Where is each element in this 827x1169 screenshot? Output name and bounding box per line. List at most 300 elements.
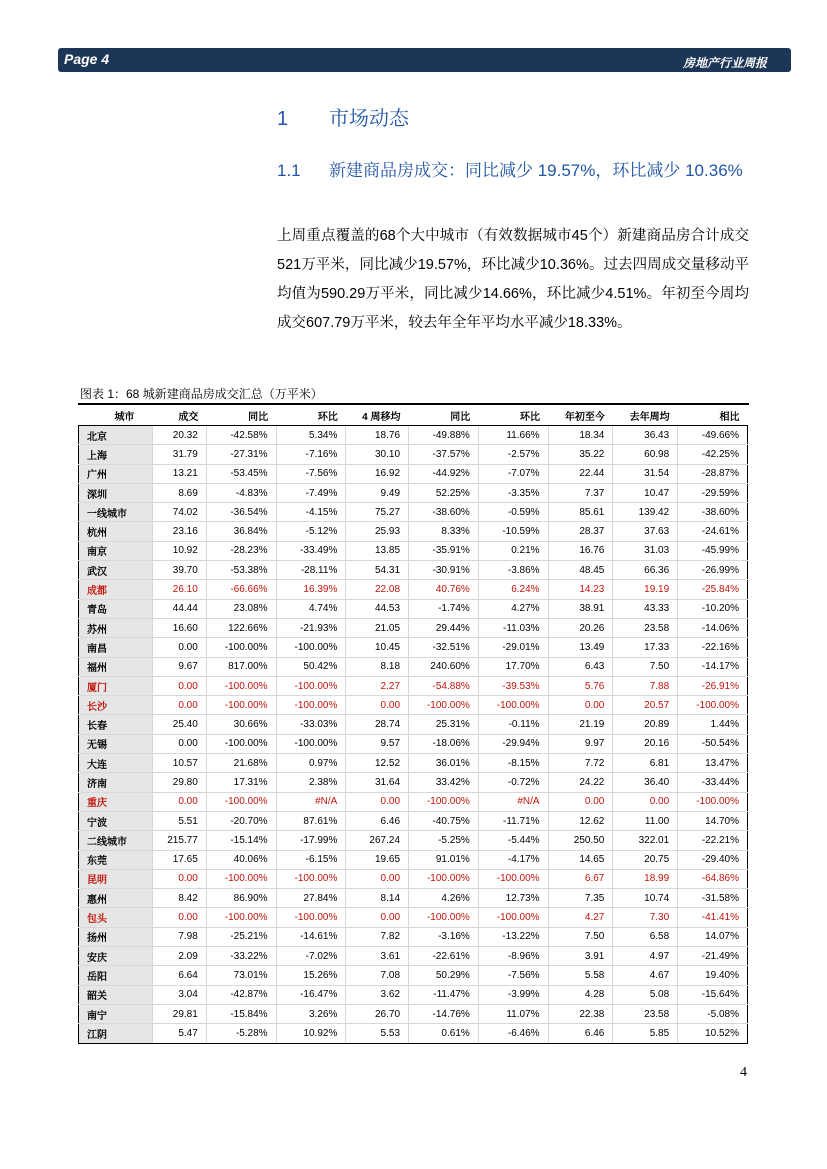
table-cell: -33.44% [678, 773, 748, 792]
table-cell: -14.06% [678, 618, 748, 637]
table-cell: -24.61% [678, 522, 748, 541]
table-cell: -7.56% [478, 966, 548, 985]
table-cell: -6.15% [276, 850, 346, 869]
table-cell: -8.15% [478, 754, 548, 773]
table-row [79, 966, 748, 985]
city-cell: 杭州 [79, 522, 153, 541]
table-cell: 0.00 [152, 696, 206, 715]
table-cell: 250.50 [548, 831, 613, 850]
table-cell: 0.97% [276, 754, 346, 773]
table-cell: -1.74% [409, 599, 479, 618]
table-cell: 122.66% [206, 618, 276, 637]
table-row [79, 426, 748, 445]
table-cell: 43.33 [613, 599, 678, 618]
table-cell: 44.53 [346, 599, 409, 618]
table-cell: 4.27 [548, 908, 613, 927]
table-cell: 0.00 [613, 792, 678, 811]
table-cell: -13.22% [478, 927, 548, 946]
table-cell: -49.66% [678, 426, 748, 445]
table-row [79, 869, 748, 888]
table-cell: 54.31 [346, 561, 409, 580]
table-cell: -100.00% [206, 792, 276, 811]
table-cell: 8.42 [152, 889, 206, 908]
city-cell: 宁波 [79, 811, 153, 830]
table-cell: -100.00% [478, 869, 548, 888]
table-cell: 0.61% [409, 1024, 479, 1043]
table-cell: 31.54 [613, 464, 678, 483]
city-cell: 南昌 [79, 638, 153, 657]
table-cell: 11.66% [478, 426, 548, 445]
table-cell: 1.44% [678, 715, 748, 734]
city-cell: 济南 [79, 773, 153, 792]
table-cell: 7.88 [613, 676, 678, 695]
table-cell: 10.52% [678, 1024, 748, 1043]
table-cell: -42.58% [206, 426, 276, 445]
subsection-title: 新建商品房成交：同比减少 19.57%，环比减少 10.36% [329, 161, 743, 180]
subsection-number: 1.1 [277, 161, 301, 180]
table-cell: -38.60% [409, 503, 479, 522]
table-cell: -8.96% [478, 947, 548, 966]
table-cell: -0.72% [478, 773, 548, 792]
table-cell: -39.53% [478, 676, 548, 695]
table-cell: 267.24 [346, 831, 409, 850]
table-cell: 26.10 [152, 580, 206, 599]
city-cell: 岳阳 [79, 966, 153, 985]
table-cell: -21.93% [276, 618, 346, 637]
table-cell: 16.76 [548, 541, 613, 560]
city-cell: 北京 [79, 426, 153, 445]
table-cell: -49.88% [409, 426, 479, 445]
table-cell: -15.14% [206, 831, 276, 850]
table-row [79, 580, 748, 599]
table-cell: 17.31% [206, 773, 276, 792]
table-cell: -100.00% [276, 638, 346, 657]
table-cell: 23.58 [613, 618, 678, 637]
city-cell: 无锡 [79, 734, 153, 753]
table-cell: 0.00 [152, 908, 206, 927]
table-cell: -5.44% [478, 831, 548, 850]
city-cell: 惠州 [79, 889, 153, 908]
table-cell: -28.11% [276, 561, 346, 580]
table-cell: -100.00% [276, 908, 346, 927]
table-cell: 23.08% [206, 599, 276, 618]
table-cell: 73.01% [206, 966, 276, 985]
table-cell: -54.88% [409, 676, 479, 695]
table-cell: -29.01% [478, 638, 548, 657]
table-cell: -28.23% [206, 541, 276, 560]
table-cell: 17.33 [613, 638, 678, 657]
table-cell: 817.00% [206, 657, 276, 676]
table-cell: 3.04 [152, 985, 206, 1004]
table-cell: -15.64% [678, 985, 748, 1004]
table-cell: -42.25% [678, 445, 748, 464]
table-cell: 6.58 [613, 927, 678, 946]
table-cell: -15.84% [206, 1004, 276, 1023]
table-cell: -0.59% [478, 503, 548, 522]
table-row [79, 483, 748, 502]
subsection-heading [277, 158, 747, 184]
table-cell: -100.00% [478, 908, 548, 927]
table-cell: 8.33% [409, 522, 479, 541]
table-cell: -5.28% [206, 1024, 276, 1043]
table-cell: 4.28 [548, 985, 613, 1004]
table-cell: -100.00% [206, 676, 276, 695]
table-cell: 8.69 [152, 483, 206, 502]
table-row [79, 464, 748, 483]
table-cell: -32.51% [409, 638, 479, 657]
table-cell: 17.70% [478, 657, 548, 676]
table-cell: 22.44 [548, 464, 613, 483]
table-cell: -25.21% [206, 927, 276, 946]
table-cell: 26.70 [346, 1004, 409, 1023]
column-header: 同比 [206, 406, 276, 426]
table-cell: -41.41% [678, 908, 748, 927]
table-cell: 28.74 [346, 715, 409, 734]
city-cell: 上海 [79, 445, 153, 464]
table-cell: -7.16% [276, 445, 346, 464]
table-row [79, 754, 748, 773]
city-cell: 成都 [79, 580, 153, 599]
table-cell: 7.98 [152, 927, 206, 946]
table-cell: 4.67 [613, 966, 678, 985]
table-cell: 22.08 [346, 580, 409, 599]
table-cell: -35.91% [409, 541, 479, 560]
city-cell: 南京 [79, 541, 153, 560]
table-cell: -100.00% [409, 908, 479, 927]
table-cell: -37.57% [409, 445, 479, 464]
table-cell: 25.31% [409, 715, 479, 734]
table-cell: 139.42 [613, 503, 678, 522]
table-row [79, 715, 748, 734]
column-header: 去年周均 [613, 406, 678, 426]
table-cell: -10.20% [678, 599, 748, 618]
table-cell: 0.00 [152, 638, 206, 657]
table-cell: 85.61 [548, 503, 613, 522]
body-paragraph: 上周重点覆盖的68个大中城市（有效数据城市45个）新建商品房合计成交521万平米，同比减少19.57%，环比减少10.36%。过去四周成交量移动平均值为590.29万平米，同比减少14.66%，环比减少4.51%。年初至今周均成交607.79万平米，较去年全年平均水平减少18.33%。 [277, 228, 749, 331]
table-cell: 13.21 [152, 464, 206, 483]
table-cell: -22.21% [678, 831, 748, 850]
table-row [79, 657, 748, 676]
city-cell: 昆明 [79, 869, 153, 888]
table-cell: 20.75 [613, 850, 678, 869]
table-cell: 5.08 [613, 985, 678, 1004]
table-row [79, 599, 748, 618]
table-cell: 52.25% [409, 483, 479, 502]
city-cell: 青岛 [79, 599, 153, 618]
section-heading [277, 102, 409, 131]
table-cell: 4.27% [478, 599, 548, 618]
table-cell: 7.50 [613, 657, 678, 676]
table-cell: -100.00% [276, 734, 346, 753]
table-cell: 50.42% [276, 657, 346, 676]
table-cell: 16.92 [346, 464, 409, 483]
table-cell: 240.60% [409, 657, 479, 676]
table-cell: 6.46 [346, 811, 409, 830]
column-header: 同比 [409, 406, 479, 426]
table-cell: 20.89 [613, 715, 678, 734]
table-cell: -30.91% [409, 561, 479, 580]
table-cell: -17.99% [276, 831, 346, 850]
city-cell: 深圳 [79, 483, 153, 502]
table-cell: 20.16 [613, 734, 678, 753]
table-cell: -2.57% [478, 445, 548, 464]
table-cell: -4.17% [478, 850, 548, 869]
section-number: 1 [277, 108, 289, 130]
table-cell: 14.70% [678, 811, 748, 830]
table-cell: 4.97 [613, 947, 678, 966]
city-cell: 长春 [79, 715, 153, 734]
table-cell: 48.45 [548, 561, 613, 580]
table-row [79, 1024, 748, 1043]
table-row [79, 792, 748, 811]
table-cell: 66.36 [613, 561, 678, 580]
table-cell: -100.00% [276, 869, 346, 888]
table-cell: 322.01 [613, 831, 678, 850]
table-cell: -100.00% [409, 696, 479, 715]
table-cell: 9.49 [346, 483, 409, 502]
table-cell: -31.58% [678, 889, 748, 908]
table-cell: 33.42% [409, 773, 479, 792]
table-cell: -100.00% [478, 696, 548, 715]
table-cell: 50.29% [409, 966, 479, 985]
table-cell: 20.26 [548, 618, 613, 637]
table-cell: 7.30 [613, 908, 678, 927]
table-cell: -29.40% [678, 850, 748, 869]
table-cell: 3.91 [548, 947, 613, 966]
city-cell: 扬州 [79, 927, 153, 946]
table-row [79, 696, 748, 715]
table-cell: -50.54% [678, 734, 748, 753]
table-cell: 18.99 [613, 869, 678, 888]
table-cell: 0.00 [346, 792, 409, 811]
table-cell: 37.63 [613, 522, 678, 541]
table-cell: 0.00 [548, 792, 613, 811]
table-cell: 31.79 [152, 445, 206, 464]
table-cell: 11.07% [478, 1004, 548, 1023]
table-cell: -53.45% [206, 464, 276, 483]
table-cell: -22.61% [409, 947, 479, 966]
table-cell: -21.49% [678, 947, 748, 966]
table-cell: -7.07% [478, 464, 548, 483]
table-row [79, 638, 748, 657]
table-row [79, 889, 748, 908]
table-cell: 0.00 [152, 792, 206, 811]
page-header-bar [58, 48, 791, 72]
city-cell: 大连 [79, 754, 153, 773]
table-cell: -53.38% [206, 561, 276, 580]
table-row [79, 773, 748, 792]
table-cell: 12.73% [478, 889, 548, 908]
table-cell: -100.00% [206, 696, 276, 715]
table-cell: 30.10 [346, 445, 409, 464]
table-cell: -28.87% [678, 464, 748, 483]
table-cell: -64.86% [678, 869, 748, 888]
table-cell: -29.59% [678, 483, 748, 502]
table-cell: 7.72 [548, 754, 613, 773]
table-row [79, 734, 748, 753]
table-cell: -11.47% [409, 985, 479, 1004]
table-cell: 22.38 [548, 1004, 613, 1023]
table-cell: -100.00% [678, 792, 748, 811]
table-row [79, 561, 748, 580]
city-cell: 武汉 [79, 561, 153, 580]
table-cell: -4.15% [276, 503, 346, 522]
table-cell: 75.27 [346, 503, 409, 522]
table-row [79, 947, 748, 966]
table-cell: 2.38% [276, 773, 346, 792]
table-cell: 13.85 [346, 541, 409, 560]
table-cell: -100.00% [678, 696, 748, 715]
table-cell: 5.51 [152, 811, 206, 830]
table-cell: 74.02 [152, 503, 206, 522]
table-row [79, 676, 748, 695]
column-header: 环比 [478, 406, 548, 426]
table-cell: 10.45 [346, 638, 409, 657]
column-header: 成交 [152, 406, 206, 426]
table-cell: 36.43 [613, 426, 678, 445]
city-cell: 长沙 [79, 696, 153, 715]
table-row [79, 503, 748, 522]
table-body [79, 426, 748, 1044]
table-cell: 6.24% [478, 580, 548, 599]
table-cell: -3.99% [478, 985, 548, 1004]
table-cell: -22.16% [678, 638, 748, 657]
table-cell: 11.00 [613, 811, 678, 830]
section-title: 市场动态 [329, 108, 409, 130]
table-cell: 5.76 [548, 676, 613, 695]
table-row [79, 541, 748, 560]
table-cell: 29.44% [409, 618, 479, 637]
table-cell: 87.61% [276, 811, 346, 830]
city-cell: 包头 [79, 908, 153, 927]
report-title: 房地产行业周报 [682, 56, 767, 70]
table-cell: -3.35% [478, 483, 548, 502]
table-cell: 2.09 [152, 947, 206, 966]
table-cell: 10.74 [613, 889, 678, 908]
table-cell: 9.67 [152, 657, 206, 676]
table-cell: 215.77 [152, 831, 206, 850]
table-cell: -29.94% [478, 734, 548, 753]
table-cell: 36.84% [206, 522, 276, 541]
table-cell: 39.70 [152, 561, 206, 580]
table-cell: 2.27 [346, 676, 409, 695]
table-cell: 10.92 [152, 541, 206, 560]
table-cell: -33.49% [276, 541, 346, 560]
table-cell: 36.40 [613, 773, 678, 792]
table-row [79, 927, 748, 946]
table-cell: 7.37 [548, 483, 613, 502]
column-header: 相比 [678, 406, 748, 426]
table-cell: #N/A [276, 792, 346, 811]
column-header: 环比 [276, 406, 346, 426]
column-header: 4 周移均 [346, 406, 409, 426]
table-cell: 8.14 [346, 889, 409, 908]
table-cell: -26.99% [678, 561, 748, 580]
table-cell: -100.00% [409, 792, 479, 811]
table-cell: -16.47% [276, 985, 346, 1004]
table-cell: -100.00% [206, 638, 276, 657]
table-cell: -40.75% [409, 811, 479, 830]
table-row [79, 445, 748, 464]
table-cell: 12.52 [346, 754, 409, 773]
table-cell: -26.91% [678, 676, 748, 695]
table-cell: 19.65 [346, 850, 409, 869]
table-cell: -5.12% [276, 522, 346, 541]
table-cell: 6.43 [548, 657, 613, 676]
table-row [79, 811, 748, 830]
table-cell: 4.74% [276, 599, 346, 618]
table-cell: -7.49% [276, 483, 346, 502]
city-cell: 东莞 [79, 850, 153, 869]
table-cell: 36.01% [409, 754, 479, 773]
table-cell: -14.61% [276, 927, 346, 946]
table-cell: 18.76 [346, 426, 409, 445]
page-label: Page 4 [64, 51, 110, 67]
table-cell: 9.57 [346, 734, 409, 753]
column-header: 年初至今 [548, 406, 613, 426]
column-header: 城市 [79, 406, 153, 426]
table-cell: 16.60 [152, 618, 206, 637]
table-cell: 14.23 [548, 580, 613, 599]
table-cell: 21.19 [548, 715, 613, 734]
table-cell: 0.00 [152, 676, 206, 695]
city-cell: 安庆 [79, 947, 153, 966]
table-cell: 0.00 [152, 734, 206, 753]
city-cell: 韶关 [79, 985, 153, 1004]
table-cell: -14.76% [409, 1004, 479, 1023]
table-cell: 10.92% [276, 1024, 346, 1043]
table-row [79, 831, 748, 850]
table-cell: 28.37 [548, 522, 613, 541]
table-cell: 29.80 [152, 773, 206, 792]
table-cell: 7.50 [548, 927, 613, 946]
table-cell: 31.64 [346, 773, 409, 792]
table-cell: -33.22% [206, 947, 276, 966]
table-cell: -42.87% [206, 985, 276, 1004]
table-cell: -36.54% [206, 503, 276, 522]
table-cell: 19.19 [613, 580, 678, 599]
city-cell: 重庆 [79, 792, 153, 811]
table-cell: 20.57 [613, 696, 678, 715]
table-cell: -100.00% [409, 869, 479, 888]
table-cell: 3.62 [346, 985, 409, 1004]
table-cell: 21.68% [206, 754, 276, 773]
table-cell: 9.97 [548, 734, 613, 753]
table-cell: 27.84% [276, 889, 346, 908]
table-cell: #N/A [478, 792, 548, 811]
table-cell: 19.40% [678, 966, 748, 985]
city-cell: 福州 [79, 657, 153, 676]
table-cell: -3.86% [478, 561, 548, 580]
table-cell: 10.57 [152, 754, 206, 773]
table-cell: 16.39% [276, 580, 346, 599]
table-cell: 14.65 [548, 850, 613, 869]
table-cell: 3.61 [346, 947, 409, 966]
table-cell: 15.26% [276, 966, 346, 985]
table-cell: 5.34% [276, 426, 346, 445]
table-cell: -5.08% [678, 1004, 748, 1023]
table-cell: 8.18 [346, 657, 409, 676]
table-cell: 10.47 [613, 483, 678, 502]
table-cell: 5.58 [548, 966, 613, 985]
table-caption: 图表 1：68 城新建商品房成交汇总（万平米） [80, 387, 323, 401]
table-row [79, 618, 748, 637]
table-cell: 40.06% [206, 850, 276, 869]
table-cell: 3.26% [276, 1004, 346, 1023]
table-cell: 25.93 [346, 522, 409, 541]
table-cell: 60.98 [613, 445, 678, 464]
table-cell: 38.91 [548, 599, 613, 618]
